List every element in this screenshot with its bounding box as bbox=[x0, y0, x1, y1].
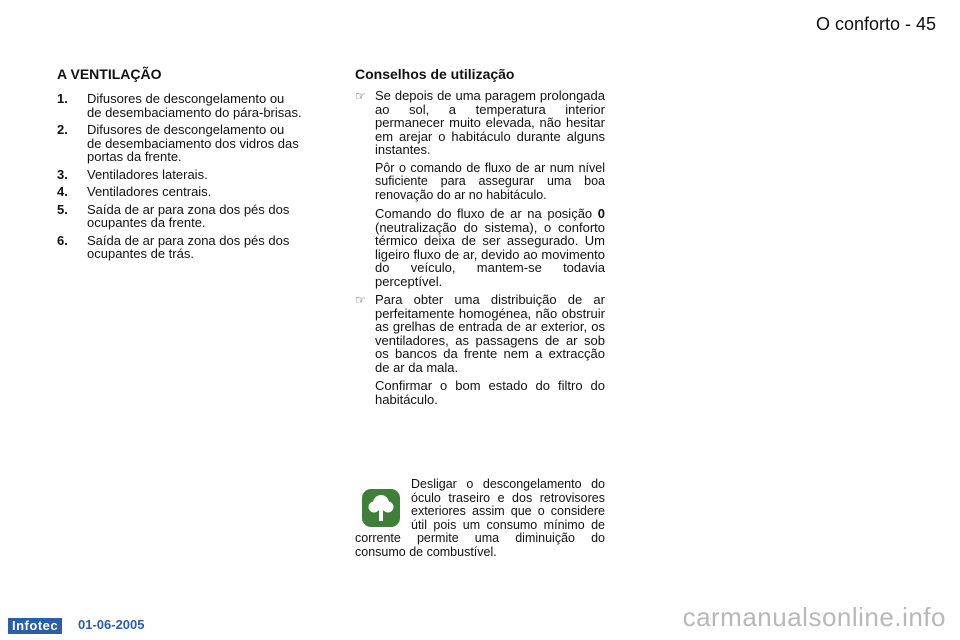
item-number: 3. bbox=[57, 166, 68, 182]
item-number: 4. bbox=[57, 184, 68, 199]
tip-paragraph: Se depois de uma paragem prolongada ao sol, a temperatura interior permanecer muito elevada, não hesitar em arejar o habitáculo durante alguns instantes. bbox=[375, 88, 605, 157]
pointing-hand-icon: ☞ bbox=[355, 293, 366, 307]
ventilation-title: A VENTILAÇÃO bbox=[57, 66, 162, 82]
tip-text: Comando do fluxo de ar na posição bbox=[375, 206, 593, 221]
tip-text: (neutralização do sistema), o conforto térmico deixa de ser assegurado. Um ligeiro fluxo de ar, devido ao movimento do veículo, mantem-se todavia perceptível. bbox=[375, 219, 605, 289]
list-item bbox=[57, 203, 302, 230]
item-number: 5. bbox=[57, 201, 68, 217]
tip-paragraph: Confirmar o bom estado do filtro do habitáculo. bbox=[375, 378, 605, 407]
page-title: O conforto - 45 bbox=[815, 14, 936, 34]
pointing-hand-icon: ☞ bbox=[355, 89, 366, 103]
tip-item bbox=[355, 89, 605, 288]
tips-title: Conselhos de utilização bbox=[355, 66, 515, 82]
tip-paragraph: Para obter uma distribuição de ar perfeitamente homogénea, não obstruir as grelhas de entrada de ar exterior, os ventiladores, as passagens de ar sob os bancos da frente nem a extracção de ar da mala. bbox=[375, 292, 605, 375]
list-item bbox=[57, 92, 302, 119]
tree-icon bbox=[361, 488, 401, 528]
item-number: 6. bbox=[57, 232, 68, 248]
watermark: carmanualsonline.info bbox=[682, 602, 946, 632]
item-text: Ventiladores laterais. bbox=[87, 166, 208, 182]
item-number: 1. bbox=[57, 91, 68, 106]
footer-date: 01-06-2005 bbox=[78, 617, 145, 632]
vent-list bbox=[57, 92, 302, 265]
infotec-badge: Infotec bbox=[8, 618, 62, 634]
item-text: Ventiladores centrais. bbox=[87, 184, 212, 199]
eco-text: Desligar o descongelamento do óculo traseiro e dos retrovisores exteriores assim que o considere útil pois um consumo mínimo de corrente permite uma diminuição do consumo de combustível. bbox=[355, 477, 605, 559]
list-item bbox=[57, 168, 302, 182]
list-item bbox=[57, 234, 302, 261]
tip-paragraph: Pôr o comando de fluxo de ar num nível suficiente para assegurar uma boa renovação do ar no habitáculo. bbox=[375, 160, 605, 202]
item-number: 2. bbox=[57, 122, 68, 137]
list-item bbox=[57, 185, 302, 199]
item-text: Difusores de descongelamento ou de desembaciamento dos vidros das portas da frente. bbox=[87, 122, 299, 164]
item-text: Saída de ar para zona dos pés dos ocupantes de trás. bbox=[87, 232, 290, 261]
tip-paragraph bbox=[375, 207, 605, 288]
tips-section bbox=[355, 89, 605, 411]
eco-note bbox=[355, 478, 605, 559]
item-text: Saída de ar para zona dos pés dos ocupantes da frente. bbox=[87, 201, 290, 230]
tip-item bbox=[355, 293, 605, 406]
position-zero: 0 bbox=[597, 206, 605, 221]
item-text: Difusores de descongelamento ou de desembaciamento do pára-brisas. bbox=[87, 91, 302, 120]
list-item bbox=[57, 123, 302, 164]
